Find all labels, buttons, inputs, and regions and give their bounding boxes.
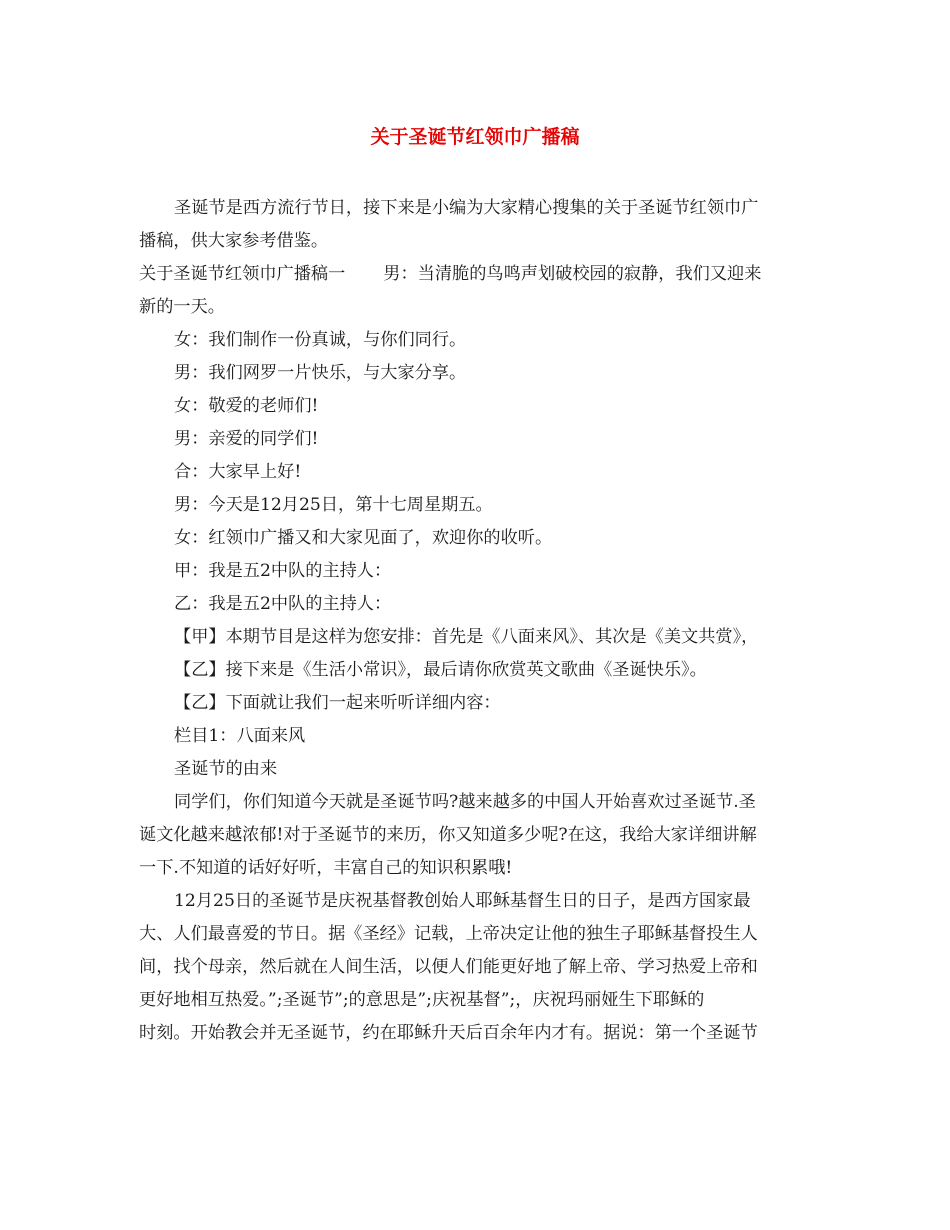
text-line-content: 关于圣诞节红领巾广播稿一	[139, 264, 346, 284]
text-line	[139, 819, 819, 852]
text-line-content: 新的一天。	[139, 297, 225, 317]
text-line-content: 男：亲爱的同学们!	[174, 429, 319, 449]
text-line-content: 男：今天是12月25日，第十七周星期五。	[174, 495, 493, 515]
text-line-content: 诞文化越来越浓郁!对于圣诞节的来历，你又知道多少呢?在这，我给大家详细讲解	[139, 825, 757, 845]
text-line-content: 更好地相互热爱。”;圣诞节”;的意思是”;庆祝基督”;，庆祝玛丽娅生下耶稣的	[139, 990, 705, 1010]
text-line-content: 女：我们制作一份真诚，与你们同行。	[174, 330, 467, 350]
text-line-content: 间，找个母亲，然后就在人间生活，以便人们能更好地了解上帝、学习热爱上帝和	[139, 957, 758, 977]
document-body	[139, 192, 819, 1050]
text-line-content: 播稿，供大家参考借鉴。	[139, 231, 329, 251]
text-line	[139, 423, 819, 456]
text-line-content: 男：当清脆的鸟鸣声划破校园的寂静，我们又迎来	[383, 264, 762, 284]
text-line	[139, 192, 819, 225]
text-line	[139, 918, 819, 951]
text-line-content: 时刻。开始教会并无圣诞节，约在耶稣升天后百余年内才有。据说：第一个圣诞节	[139, 1023, 758, 1043]
text-line-content: 甲：我是五2中队的主持人：	[174, 561, 392, 581]
text-line	[139, 291, 819, 324]
text-line	[139, 555, 819, 588]
text-line	[139, 687, 819, 720]
text-line	[139, 324, 819, 357]
text-line-content: 女：敬爱的老师们!	[174, 396, 319, 416]
text-line	[139, 951, 819, 984]
text-line	[139, 225, 819, 258]
document-title: 关于圣诞节红领巾广播稿	[370, 126, 580, 148]
text-line	[139, 654, 819, 687]
text-line-content: 一下.不知道的话好好听，丰富自己的知识积累哦!	[139, 858, 513, 878]
text-line	[139, 489, 819, 522]
text-line	[139, 786, 819, 819]
text-line	[139, 456, 819, 489]
text-line-content: 【乙】接下来是《生活小常识》，最后请你欣赏英文歌曲《圣诞快乐》。	[174, 660, 707, 680]
text-line-content: 乙：我是五2中队的主持人：	[174, 594, 392, 614]
text-line	[139, 720, 819, 753]
text-line-content: 圣诞节的由来	[174, 759, 278, 779]
text-line-content: 合：大家早上好!	[174, 462, 302, 482]
text-line-content: 同学们，你们知道今天就是圣诞节吗?越来越多的中国人开始喜欢过圣诞节.圣	[174, 792, 756, 812]
text-line	[139, 621, 819, 654]
text-line	[139, 885, 819, 918]
text-line-content: 女：红领巾广播又和大家见面了，欢迎你的收听。	[174, 528, 553, 548]
text-line	[139, 390, 819, 423]
text-line	[139, 522, 819, 555]
text-line-content: 12月25日的圣诞节是庆祝基督教创始人耶稣基督生日的日子，是西方国家最	[174, 891, 751, 911]
text-line	[139, 753, 819, 786]
text-line	[139, 588, 819, 621]
text-line-content: 男：我们网罗一片快乐，与大家分享。	[174, 363, 467, 383]
text-line-content: 【乙】下面就让我们一起来听听详细内容：	[174, 693, 501, 713]
text-line-content: 【甲】本期节目是这样为您安排：首先是《八面来风》、其次是《美文共赏》，	[174, 627, 759, 647]
text-line	[139, 852, 819, 885]
text-line-content: 栏目1：八面来风	[174, 726, 306, 746]
text-line	[139, 258, 819, 291]
text-line	[139, 1017, 819, 1050]
text-line	[139, 357, 819, 390]
text-line	[139, 984, 819, 1017]
text-line-content: 圣诞节是西方流行节日，接下来是小编为大家精心搜集的关于圣诞节红领巾广	[174, 198, 759, 218]
text-line-content: 大、人们最喜爱的节日。据《圣经》记载，上帝决定让他的独生子耶稣基督投生人	[139, 924, 758, 944]
